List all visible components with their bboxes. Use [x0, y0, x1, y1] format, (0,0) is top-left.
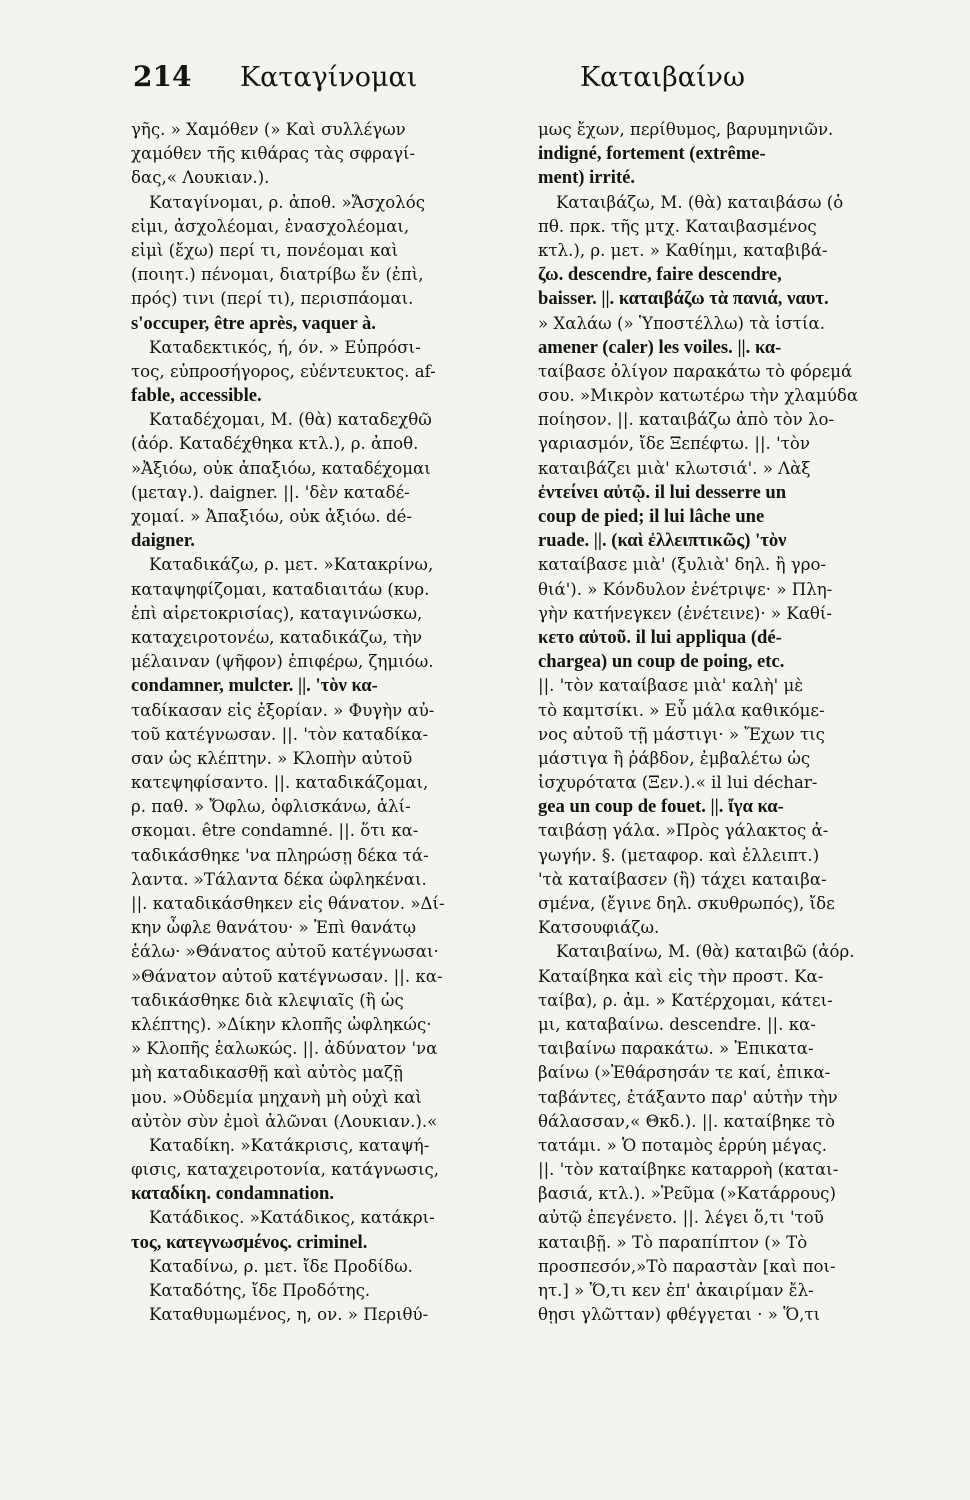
text-line: Καταιβάζω, Μ. (θὰ) καταιβάσω (ὁ	[556, 192, 844, 212]
text-line: καταίβασε μιὰ' (ξυλιὰ' δηλ. ἢ γρο-	[538, 555, 827, 575]
text-line: Καταδεκτικός, ή, όν. » Εὐπρόσι-	[149, 337, 421, 357]
text-line: θάλασσαν,« Θκδ.). ||. καταίβηκε τὸ	[538, 1111, 835, 1131]
text-line: καταιβῇ. » Τὸ παραπίπτον (» Τὸ	[538, 1232, 808, 1252]
text-line: Καταδότης, ἴδε Προδότης.	[149, 1281, 371, 1300]
text-line: κατεψηφίσαντο. ||. καταδικάζομαι,	[131, 773, 429, 793]
text-line: θιά'). » Κόνδυλον ἐνέτριψε· » Πλη-	[538, 579, 833, 599]
text-line: νος αὐτοῦ τῇ μάστιγι· » Ἔχων τις	[538, 724, 825, 744]
text-line: βασιά, κτλ.). »Ῥεῦμα (»Κατάρρους)	[538, 1184, 836, 1204]
text-line: καταψηφίζομαι, καταδιαιτάω (κυρ.	[131, 579, 430, 599]
text-line: condamner, mulcter. ||. 'τὸν κα-	[131, 675, 378, 697]
left-column	[131, 118, 515, 1327]
text-line: τος, κατεγνωσμένος. criminel.	[131, 1231, 368, 1253]
text-line: φισις, καταχειροτονία, κατάγνωσις,	[131, 1160, 440, 1180]
right-guide-word: Καταιβαίνω	[579, 62, 745, 93]
text-line: ||. καταδικάσθηκεν εἰς θάνατον. »Δί-	[131, 894, 445, 913]
text-line: daigner.	[131, 530, 195, 552]
text-line: καταδίκη. condamnation.	[131, 1183, 335, 1205]
text-line: ζω. descendre, faire descendre,	[538, 264, 782, 286]
text-line: ρ. παθ. » Ὄφλω, ὀφλισκάνω, ἁλί-	[131, 797, 411, 817]
text-line: ||. 'τὸν καταίβηκε καταρροὴ (καται-	[538, 1160, 839, 1180]
text-line: Καταγίνομαι, ρ. ἀποθ. »Ἄσχολός	[149, 192, 425, 212]
text-line: προσπεσόν,»Τὸ παραστὰν [καὶ ποι-	[538, 1256, 836, 1276]
text-line: »Θάνατον αὐτοῦ κατέγνωσαν. ||. κα-	[131, 966, 443, 986]
text-line: ἑάλω· »Θάνατος αὐτοῦ κατέγνωσαι·	[131, 942, 439, 962]
text-line: ||. 'τὸν καταίβασε μιὰ' καλὴ' μὲ	[538, 676, 804, 696]
text-line: » Χαλάω (» Ὑποστέλλω) τὰ ἱστία.	[538, 313, 825, 333]
text-line: αὐτὸν σὺν ἐμοὶ ἁλῶναι (Λουκιαν.).«	[131, 1111, 438, 1131]
text-line: ruade. ||. (καὶ ἐλλειπτικῶς) 'τὸν	[538, 530, 787, 552]
text-line: γὴν κατήνεγκεν (ἐνέτεινε)· » Καθί-	[538, 603, 833, 623]
text-line: Καταδίκη. »Κατάκρισις, καταψή-	[149, 1135, 430, 1155]
text-line: γωγήν. §. (μεταφορ. καὶ ἐλλειπτ.)	[538, 845, 820, 865]
text-line: εἰμὶ (ἔχω) περί τι, πονέομαι καὶ	[131, 240, 399, 260]
text-line: indigné, fortement (extrême-	[538, 143, 766, 165]
text-line: καταιβάζει μιὰ' κλωτσιά'. » Λὰξ	[538, 458, 811, 478]
text-line: »Ἀξιόω, οὐκ ἀπαξιόω, καταδέχομαι	[131, 458, 431, 478]
text-line: Καταίβηκα καὶ εἰς τὴν προστ. Κα-	[538, 966, 824, 986]
text-line: 'τὰ καταίβασεν (ἢ) τάχει καταιβα-	[538, 869, 827, 889]
text-line: baisser. ||. καταιβάζω τὰ πανιά, ναυτ.	[538, 288, 829, 310]
text-line: κτλ.), ρ. μετ. » Καθίημι, καταβιβά-	[538, 240, 828, 260]
text-line: ταίβασε ὀλίγον παρακάτω τὸ φόρεμά	[538, 361, 853, 381]
text-line: ταβάντες, ἐτάξαντο παρ' αὐτὴν τὴν	[538, 1087, 838, 1107]
text-line: Καταιβαίνω, Μ. (θὰ) καταιβῶ (ἀόρ.	[556, 942, 855, 962]
text-line: ταδικάσθηκε διὰ κλεψιαῖς (ἢ ὡς	[131, 990, 404, 1010]
text-line: fable, accessible.	[131, 385, 262, 407]
text-line: Καταδικάζω, ρ. μετ. »Κατακρίνω,	[149, 555, 434, 575]
text-line: coup de pied; il lui lâche une	[538, 506, 765, 527]
text-line: μὴ καταδικασθῇ καὶ αὐτὸς μαζῇ	[131, 1063, 403, 1083]
text-line: πθ. πρκ. τῆς μτχ. Καταιβασμένος	[538, 216, 817, 236]
text-line: ment) irrité.	[538, 167, 636, 189]
text-line: (ἀόρ. Καταδέχθηκα κτλ.), ρ. ἀποθ.	[131, 434, 419, 454]
text-line: μου. »Οὐδεμία μηχανὴ μὴ οὐχὶ καὶ	[131, 1087, 422, 1107]
text-line: (μεταγ.). daigner. ||. 'δὲν καταδέ-	[131, 482, 410, 502]
text-line: Κατσουφιάζω.	[538, 918, 660, 938]
text-line: amener (caler) les voiles. ||. κα-	[538, 336, 782, 358]
page-number: 214	[133, 60, 192, 93]
text-line: ταδίκασαν εἰς ἐξορίαν. » Φυγὴν αὐ-	[131, 700, 435, 720]
left-guide-word: Καταγίνομαι	[240, 62, 418, 93]
text-line: Καταθυμωμένος, η, ον. » Περιθύ-	[149, 1305, 429, 1325]
text-line: αὐτῷ ἐπεγένετο. ||. λέγει ὅ,τι 'τοῦ	[538, 1208, 824, 1228]
right-column	[538, 118, 922, 1327]
text-line: σμένα, (ἔγινε δηλ. σκυθρωπός), ἴδε	[538, 894, 835, 913]
text-line: μι, καταβαίνω. descendre. ||. κα-	[538, 1014, 816, 1034]
text-line: ταδικάσθηκε 'να πληρώσῃ δέκα τά-	[131, 845, 429, 865]
text-line: σου. »Μικρὸν κατωτέρω τὴν χλαμύδα	[538, 386, 859, 406]
running-header	[0, 60, 970, 110]
text-line: ἐντείνει αὐτῷ. il lui desserre un	[538, 481, 787, 503]
text-line: χαμόθεν τῆς κιθάρας τὰς σφραγί-	[131, 144, 416, 164]
text-line: πρός) τινι (περί τι), περισπάομαι.	[131, 289, 414, 309]
text-line: chargea) un coup de poing, etc.	[538, 651, 785, 673]
text-line: Καταδέχομαι, Μ. (θὰ) καταδεχθῶ	[149, 410, 432, 430]
text-line: σαν ὡς κλέπτην. » Κλοπὴν αὐτοῦ	[131, 748, 413, 768]
text-line: κλέπτης). »Δίκην κλοπῆς ὠφληκώς·	[131, 1014, 432, 1034]
text-line: γῆς. » Χαμόθεν (» Καὶ συλλέγων	[131, 120, 406, 139]
text-line: κετο αὐτοῦ. il lui appliqua (dé-	[538, 626, 782, 648]
text-line: ταιβαίνω παρακάτω. » Ἐπικατα-	[538, 1039, 814, 1059]
text-line: τατάμι. » Ὁ ποταμὸς ἐρρύη μέγας.	[538, 1135, 827, 1155]
text-line: » Κλοπῆς ἑαλωκώς. ||. ἀδύνατον 'να	[131, 1039, 438, 1059]
text-line: ἐπὶ αἱρετοκρισίας), καταγινώσκω,	[131, 603, 423, 623]
text-line: (ποιητ.) πένομαι, διατρίβω ἔν (ἐπὶ,	[131, 265, 424, 285]
text-line: Καταδίνω, ρ. μετ. ἴδε Προδίδω.	[149, 1256, 413, 1276]
text-line: λαντα. »Τάλαντα δέκα ὠφληκέναι.	[131, 869, 427, 889]
text-line: gea un coup de fouet. ||. ἴγα κα-	[538, 796, 784, 818]
text-line: μάστιγα ἢ ῥάβδον, ἐμβαλέτω ὡς	[538, 748, 811, 768]
text-line: εἰμι, ἀσχολέομαι, ἐνασχολέομαι,	[131, 216, 410, 236]
text-line: τοῦ κατέγνωσαν. ||. 'τὸν καταδίκα-	[131, 724, 429, 744]
text-line: χομαί. » Ἀπαξιόω, οὐκ ἀξιόω. dé-	[131, 507, 413, 526]
text-line: θῃσι γλῶτταν) φθέγγεται · » Ὅ,τι	[538, 1305, 821, 1325]
text-line: μέλαιναν (ψῆφον) ἐπιφέρω, ζημιόω.	[131, 652, 434, 672]
text-line: κην ὦφλε θανάτου· » Ἐπὶ θανάτῳ	[131, 918, 416, 938]
text-line: καταχειροτονέω, καταδικάζω, τὴν	[131, 627, 423, 647]
text-line: μως ἔχων, περίθυμος, βαρυμηνιῶν.	[538, 120, 834, 139]
text-line: Κατάδικος. »Κατάδικος, κατάκρι-	[149, 1208, 435, 1228]
text-line: δας,« Λουκιαν.).	[131, 168, 270, 188]
text-line: s'occuper, être après, vaquer à.	[131, 312, 376, 334]
text-line: ητ.] » Ὅ,τι κεν ἐπ' ἀκαιρίμαν ἔλ-	[538, 1281, 814, 1300]
text-line: βαίνω (»Ἐθάρσησάν τε καί, ἐπικα-	[538, 1063, 831, 1083]
text-line: τος, εὐπροσήγορος, εὐέντευκτος. af-	[131, 361, 436, 381]
text-line: σκομαι. être condamné. ||. ὅτι κα-	[131, 821, 419, 841]
text-line: ἰσχυρότατα (Ξεν.).« il lui déchar-	[538, 773, 818, 793]
text-line: τὸ καμτσίκι. » Εὖ μάλα καθικόμε-	[538, 700, 825, 720]
text-line: ποίησον. ||. καταιβάζω ἀπὸ τὸν λο-	[538, 410, 835, 430]
text-line: ταιβάσῃ γάλα. »Πρὸς γάλακτος ἀ-	[538, 821, 829, 841]
text-line: ταίβα), ρ. ἀμ. » Κατέρχομαι, κάτει-	[538, 990, 833, 1010]
text-line: γαριασμόν, ἴδε Ξεπέφτω. ||. 'τὸν	[538, 434, 810, 454]
